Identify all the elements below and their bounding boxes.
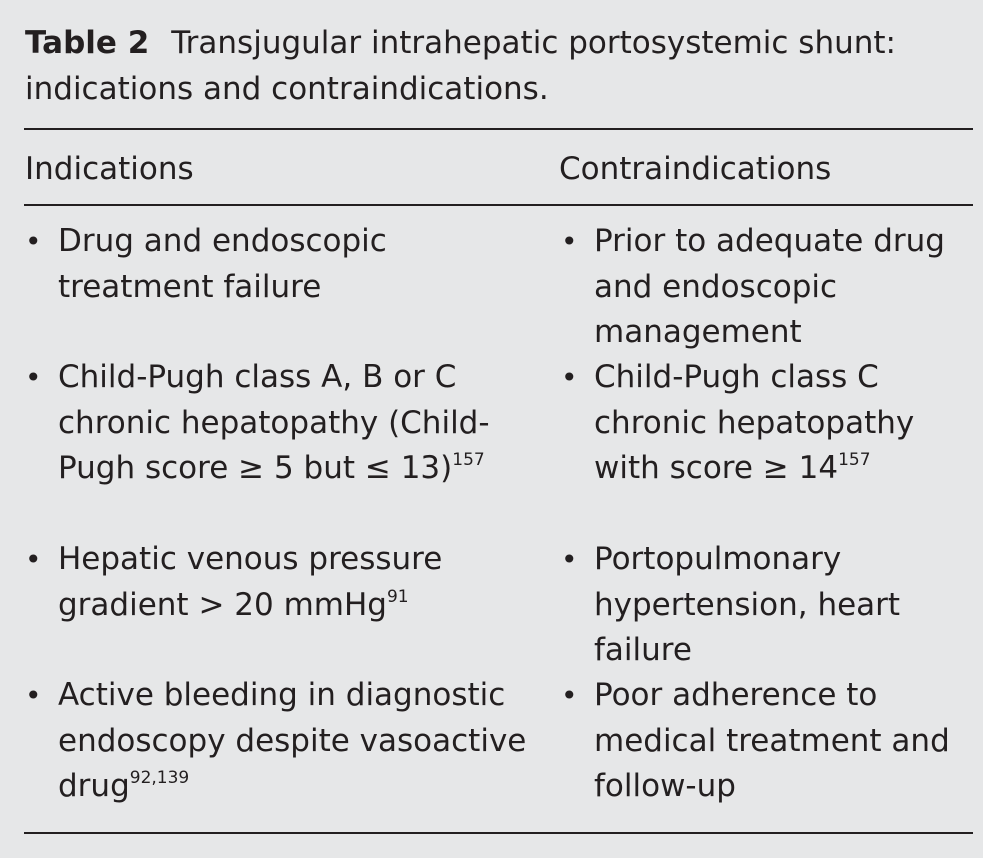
bottom-rule [24, 832, 973, 834]
table-label: Table 2 [25, 25, 150, 61]
contraindication-text: Child-Pugh class C chronic hepatopathy with score ≥ 14 [594, 359, 915, 486]
bullet-icon: • [25, 679, 42, 712]
indication-item [25, 355, 545, 492]
table-title: Transjugular intrahepatic portosystemic shunt: indications and contraindications. [25, 25, 896, 107]
bullet-icon: • [561, 543, 578, 576]
indication-text: Child-Pugh class A, B or C chronic hepatopathy (Child-Pugh score ≥ 5 but ≤ 13) [58, 359, 490, 486]
reference-superscript: 157 [452, 450, 485, 470]
indication-item [25, 219, 545, 310]
bullet-icon: • [25, 361, 42, 394]
contraindications-header: Contraindications [559, 151, 832, 187]
bullet-icon: • [561, 225, 578, 258]
bullet-icon: • [25, 225, 42, 258]
top-rule [24, 128, 973, 130]
contraindication-text: Prior to adequate drug and endoscopic management [594, 223, 945, 350]
reference-superscript: 157 [838, 450, 871, 470]
table-caption [25, 20, 965, 112]
bullet-icon: • [561, 361, 578, 394]
bullet-icon: • [561, 679, 578, 712]
contraindication-item [561, 537, 961, 674]
indication-item [25, 537, 545, 628]
indication-text: Drug and endoscopic treatment failure [58, 223, 387, 305]
contraindication-text: Poor adherence to medical treatment and follow-up [594, 677, 950, 804]
bullet-icon: • [25, 543, 42, 576]
header-rule [24, 204, 973, 206]
contraindication-item [561, 219, 961, 356]
indication-item [25, 673, 545, 810]
indications-header: Indications [25, 151, 194, 187]
contraindication-item [561, 673, 961, 810]
reference-superscript: 91 [386, 586, 409, 607]
reference-superscript: 92,139 [129, 768, 190, 788]
indication-text: Active bleeding in diagnostic endoscopy despite vasoactive drug [58, 677, 527, 804]
contraindication-item [561, 355, 961, 492]
indication-text: Hepatic venous pressure gradient > 20 mmHg [58, 541, 443, 623]
contraindication-text: Portopulmonary hypertension, heart failure [594, 541, 901, 668]
